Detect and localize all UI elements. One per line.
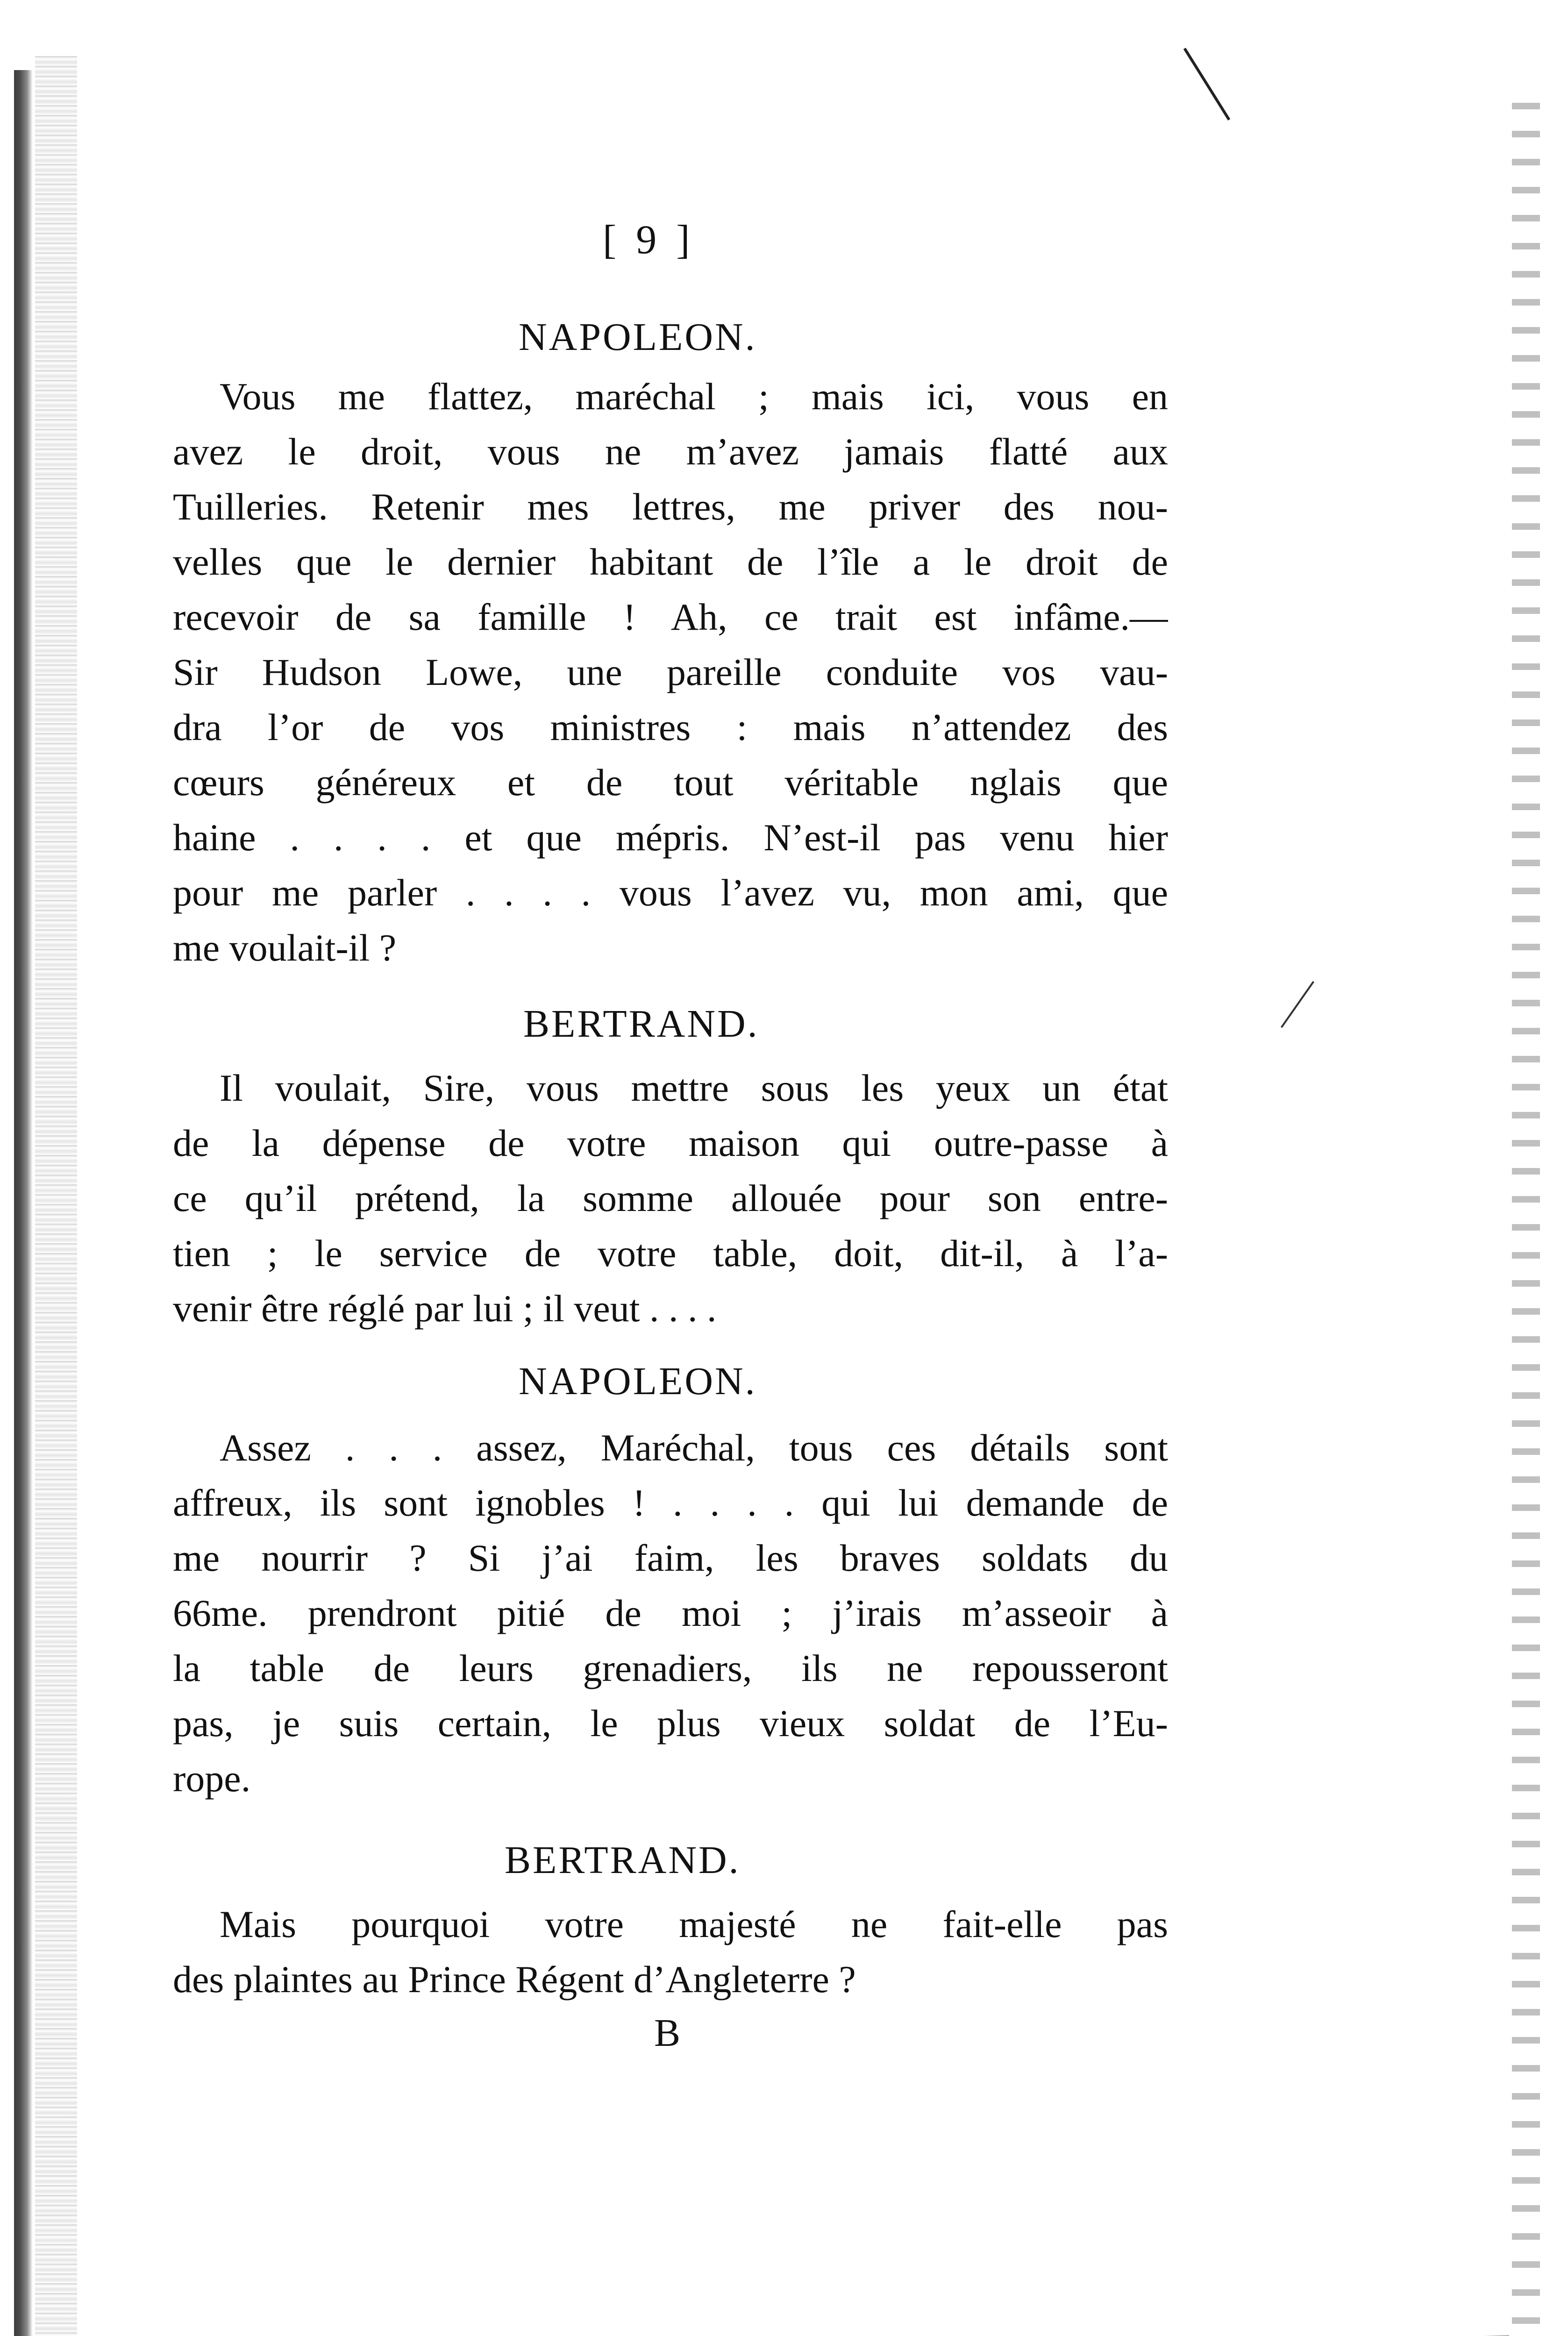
text-line: des plaintes au Prince Régent d’Angleterre ?	[173, 1958, 856, 2001]
scan-left-edge-noise	[35, 56, 77, 2336]
speaker-heading: BERTRAND.	[523, 1002, 759, 1046]
text-line: 66me. prendront pitié de moi ; j’irais m’asseoir à	[173, 1592, 1168, 1634]
text-line: haine . . . . et que mépris. N’est-il pas venu hier	[173, 816, 1168, 859]
text-line: pas, je suis certain, le plus vieux soldat de l’Eu-	[173, 1702, 1168, 1745]
text-line: la table de leurs grenadiers, ils ne repousseront	[173, 1647, 1168, 1689]
text-line: pour me parler . . . . vous l’avez vu, mon ami, que	[173, 871, 1168, 914]
text-line: cœurs généreux et de tout véritable nglais que	[173, 761, 1168, 804]
page-number: [ 9 ]	[603, 217, 695, 263]
dialogue-paragraph	[173, 1897, 1168, 2007]
scan-right-edge-noise	[1512, 103, 1540, 2336]
scan-pen-mark-2	[1281, 981, 1314, 1028]
text-line: tien ; le service de votre table, doit, dit-il, à l’a-	[173, 1232, 1168, 1275]
signature-mark: B	[654, 2011, 681, 2055]
text-line: velles que le dernier habitant de l’île a le droit de	[173, 541, 1168, 583]
dialogue-paragraph	[173, 369, 1168, 976]
text-line: Tuilleries. Retenir mes lettres, me priver des nou-	[173, 485, 1168, 528]
text-line: affreux, ils sont ignobles ! . . . . qui lui demande de	[173, 1481, 1168, 1524]
speaker-heading: NAPOLEON.	[519, 315, 757, 359]
text-line: Assez . . . assez, Maréchal, tous ces détails sont	[220, 1426, 1168, 1469]
speaker-heading: NAPOLEON.	[519, 1360, 757, 1403]
dialogue-paragraph	[173, 1420, 1168, 1806]
text-line: Mais pourquoi votre majesté ne fait-elle pas	[220, 1903, 1168, 1945]
text-line: dra l’or de vos ministres : mais n’attendez des	[173, 706, 1168, 748]
scan-left-edge-shadow	[14, 70, 33, 2336]
text-line: Sir Hudson Lowe, une pareille conduite vos vau-	[173, 651, 1168, 693]
text-line: Il voulait, Sire, vous mettre sous les yeux un état	[220, 1067, 1168, 1109]
text-line: me nourrir ? Si j’ai faim, les braves soldats du	[173, 1537, 1168, 1579]
text-line: de la dépense de votre maison qui outre-passe à	[173, 1122, 1168, 1164]
text-line: recevoir de sa famille ! Ah, ce trait est infâme.—	[173, 596, 1168, 638]
text-line: venir être réglé par lui ; il veut . . . .	[173, 1287, 717, 1330]
dialogue-paragraph	[173, 1061, 1168, 1336]
text-line: ce qu’il prétend, la somme allouée pour son entre-	[173, 1177, 1168, 1219]
text-line: avez le droit, vous ne m’avez jamais flatté aux	[173, 430, 1168, 473]
text-line: rope.	[173, 1757, 251, 1800]
text-line: me voulait-il ?	[173, 926, 397, 969]
scan-pen-mark	[1183, 48, 1230, 121]
text-line: Vous me flattez, maréchal ; mais ici, vous en	[220, 375, 1168, 418]
speaker-heading: BERTRAND.	[505, 1838, 741, 1882]
